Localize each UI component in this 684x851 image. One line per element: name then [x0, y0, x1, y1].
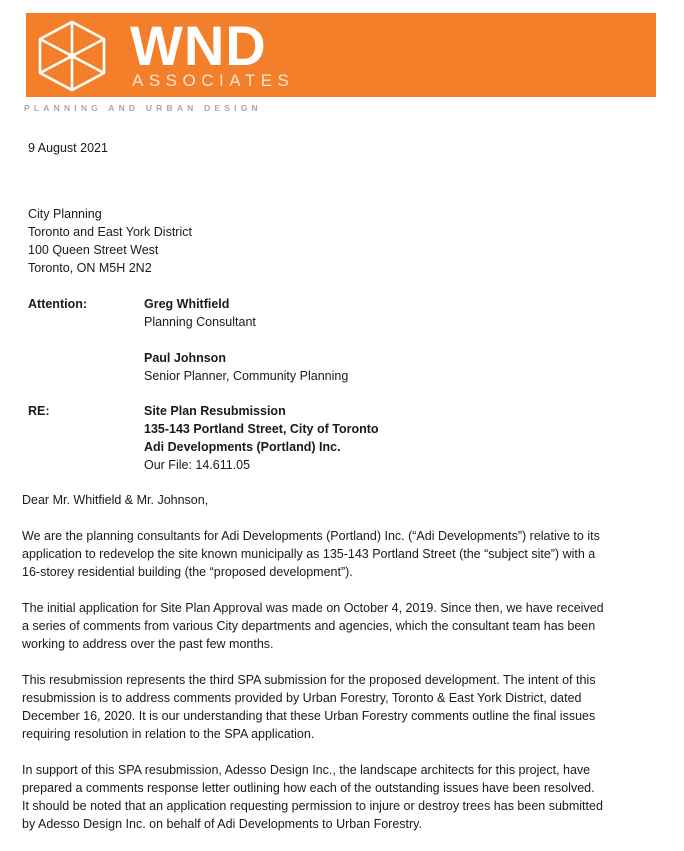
- recipient-title: Planning Consultant: [144, 315, 256, 329]
- re-line: 135-143 Portland Street, City of Toronto: [144, 422, 379, 436]
- paragraph-line: by Adesso Design Inc. on behalf of Adi Developments to Urban Forestry.: [22, 817, 422, 831]
- address-line: City Planning: [28, 207, 102, 221]
- recipient-name: Paul Johnson: [144, 351, 226, 365]
- paragraph-line: The initial application for Site Plan Approval was made on October 4, 2019. Since then, we have received: [22, 601, 604, 615]
- brand-subtitle: ASSOCIATES: [132, 71, 295, 90]
- letter-date: 9 August 2021: [28, 141, 108, 155]
- recipient-name: Greg Whitfield: [144, 297, 230, 311]
- recipient-title: Senior Planner, Community Planning: [144, 369, 349, 383]
- paragraph-line: application to redevelop the site known municipally as 135-143 Portland Street (the “subject site”) with a: [22, 547, 596, 561]
- paragraph-line: resubmission is to address comments provided by Urban Forestry, Toronto & East York District, dated: [22, 691, 582, 705]
- paragraph-line: prepared a comments response letter outlining how each of the outstanding issues have been resolved.: [22, 781, 595, 795]
- paragraph-line: This resubmission represents the third SPA submission for the proposed development. The intent of this: [22, 673, 596, 687]
- paragraph-line: December 16, 2020. It is our understanding that these Urban Forestry comments outline the final issues: [22, 709, 596, 723]
- paragraph-line: a series of comments from various City departments and agencies, which the consultant team has been: [22, 619, 596, 633]
- address-line: 100 Queen Street West: [28, 243, 159, 257]
- paragraph-line: We are the planning consultants for Adi Developments (Portland) Inc. (“Adi Developments”) relative to its: [22, 529, 600, 543]
- address-line: Toronto, ON M5H 2N2: [28, 261, 152, 275]
- paragraph-line: working to address over the past few months.: [22, 637, 274, 651]
- file-number: Our File: 14.611.05: [144, 458, 251, 472]
- tagline: PLANNING AND URBAN DESIGN: [24, 103, 262, 113]
- letterhead-banner: [26, 13, 656, 97]
- paragraph-line: In support of this SPA resubmission, Adesso Design Inc., the landscape architects for this project, have: [22, 763, 591, 777]
- re-label: RE:: [28, 404, 50, 418]
- salutation: Dear Mr. Whitfield & Mr. Johnson,: [22, 493, 209, 507]
- re-line: Adi Developments (Portland) Inc.: [144, 440, 341, 454]
- attention-label: Attention:: [28, 297, 88, 311]
- cube-icon: [34, 18, 110, 94]
- paragraph-line: It should be noted that an application requesting permission to injure or destroy trees has been submitted: [22, 799, 603, 813]
- re-line: Site Plan Resubmission: [144, 404, 286, 418]
- brand-name: WND: [130, 14, 267, 77]
- address-line: Toronto and East York District: [28, 225, 192, 239]
- paragraph-line: requiring resolution in relation to the SPA application.: [22, 727, 315, 741]
- paragraph-line: 16-storey residential building (the “proposed development”).: [22, 565, 353, 579]
